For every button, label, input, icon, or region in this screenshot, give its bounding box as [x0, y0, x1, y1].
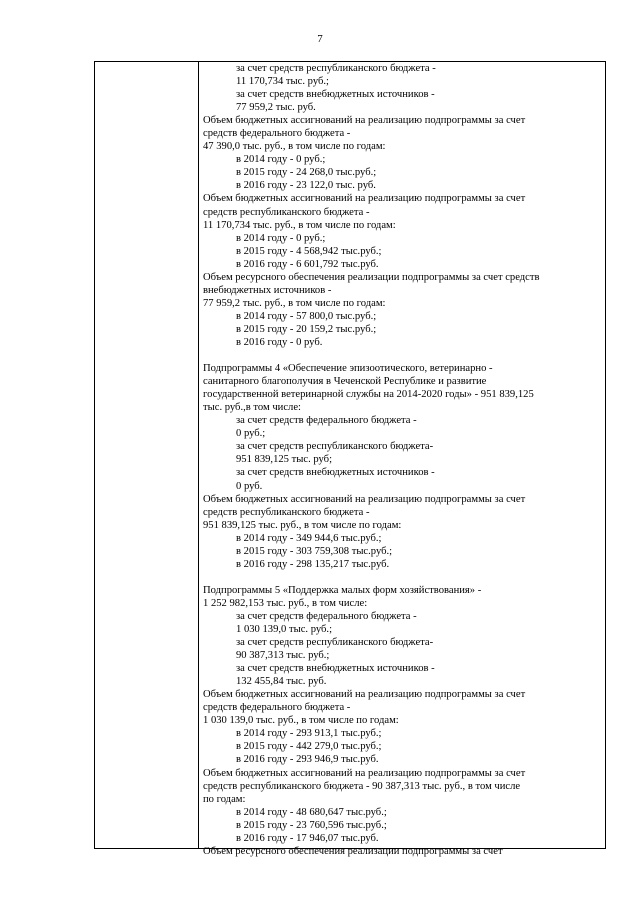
indented-text-line: в 2014 году - 48 680,647 тыс.руб.; — [236, 806, 387, 818]
text-line: Объем бюджетных ассигнований на реализацию подпрограммы за счет — [203, 193, 526, 205]
indented-text-line: за счет средств республиканского бюджета - — [236, 63, 436, 74]
indented-text-line: в 2016 году - 6 601,792 тыс.руб. — [236, 258, 379, 270]
indented-text-line: 90 387,313 тыс. руб.; — [236, 650, 330, 662]
indented-text-line: за счет средств федерального бюджета - — [236, 415, 417, 427]
table-content-cell — [203, 62, 605, 858]
indented-text-line: в 2014 году - 293 913,1 тыс.руб.; — [236, 728, 382, 740]
document-table — [94, 61, 606, 857]
indented-text-line: 0 руб.; — [236, 428, 266, 440]
indented-text-line: за счет средств внебюджетных источников - — [236, 467, 435, 479]
indented-text-line: в 2016 году - 0 руб. — [236, 336, 323, 348]
table-left-column — [95, 62, 199, 848]
text-line: санитарного благополучия в Чеченской Республике и развитие — [203, 376, 487, 388]
text-line: 1 252 982,153 тыс. руб., в том числе: — [203, 597, 368, 609]
blank-line — [203, 571, 605, 584]
text-line: по годам: — [203, 793, 246, 805]
indented-text-line: за счет средств федерального бюджета - — [236, 610, 417, 622]
text-line: внебюджетных источников - — [203, 284, 332, 296]
text-line: 11 170,734 тыс. руб., в том числе по годам: — [203, 219, 396, 231]
page-number: 7 — [317, 33, 323, 45]
indented-text-line: в 2015 году - 303 759,308 тыс.руб.; — [236, 545, 393, 557]
text-line: средств федерального бюджета - — [203, 128, 351, 140]
indented-text-line: 77 959,2 тыс. руб. — [236, 102, 316, 114]
text-line: средств федерального бюджета - — [203, 702, 351, 714]
text-line: Подпрограммы 4 «Обеспечение эпизоотического, ветеринарно - — [203, 363, 493, 375]
indented-text-line: в 2015 году - 23 760,596 тыс.руб.; — [236, 819, 387, 831]
text-line: 47 390,0 тыс. руб., в том числе по годам: — [203, 141, 386, 153]
indented-text-line: 0 руб. — [236, 480, 263, 492]
text-line: Объем ресурсного обеспечения реализации подпрограммы за счет средств — [203, 271, 540, 283]
text-line: Объем бюджетных ассигнований на реализацию подпрограммы за счет — [203, 493, 526, 505]
text-line: Подпрограммы 5 «Поддержка малых форм хозяйствования» - — [203, 584, 482, 596]
text-line: средств республиканского бюджета - 90 387,313 тыс. руб., в том числе — [203, 780, 521, 792]
indented-text-line: за счет средств республиканского бюджета- — [236, 637, 434, 649]
indented-text-line: в 2016 году - 298 135,217 тыс.руб. — [236, 558, 390, 570]
indented-text-line: в 2015 году - 442 279,0 тыс.руб.; — [236, 741, 382, 753]
indented-text-line: в 2014 году - 349 944,6 тыс.руб.; — [236, 532, 382, 544]
indented-text-line: в 2016 году - 23 122,0 тыс. руб. — [236, 180, 376, 192]
text-line: 77 959,2 тыс. руб., в том числе по годам: — [203, 297, 386, 309]
text-line: Объем бюджетных ассигнований на реализацию подпрограммы за счет — [203, 115, 526, 127]
indented-text-line: в 2015 году - 4 568,942 тыс.руб.; — [236, 245, 382, 257]
text-line: тыс. руб.,в том числе: — [203, 402, 301, 414]
text-line: средств республиканского бюджета - — [203, 506, 370, 518]
text-line: Объем бюджетных ассигнований на реализацию подпрограммы за счет — [203, 767, 526, 779]
text-line: государственной ветеринарной службы на 2014-2020 годы» - 951 839,125 — [203, 389, 534, 401]
indented-text-line: 11 170,734 тыс. руб.; — [236, 76, 329, 88]
indented-text-line: 951 839,125 тыс. руб; — [236, 454, 333, 466]
indented-text-line: 132 455,84 тыс. руб. — [236, 676, 327, 688]
text-line: 1 030 139,0 тыс. руб., в том числе по годам: — [203, 715, 399, 727]
indented-text-line: в 2016 году - 293 946,9 тыс.руб. — [236, 754, 379, 766]
indented-text-line: 1 030 139,0 тыс. руб.; — [236, 624, 333, 636]
blank-line — [203, 349, 605, 362]
indented-text-line: в 2016 году - 17 946,07 тыс.руб. — [236, 832, 379, 844]
indented-text-line: за счет средств внебюджетных источников - — [236, 663, 435, 675]
indented-text-line: в 2014 году - 57 800,0 тыс.руб.; — [236, 310, 377, 322]
text-line: 951 839,125 тыс. руб., в том числе по годам: — [203, 519, 402, 531]
indented-text-line: за счет средств внебюджетных источников - — [236, 89, 435, 101]
indented-text-line: в 2014 году - 0 руб.; — [236, 154, 326, 166]
text-line: Объем бюджетных ассигнований на реализацию подпрограммы за счет — [203, 689, 526, 701]
indented-text-line: в 2015 году - 24 268,0 тыс.руб.; — [236, 167, 377, 179]
indented-text-line: в 2015 году - 20 159,2 тыс.руб.; — [236, 323, 377, 335]
text-line: Объем ресурсного обеспечения реализации подпрограммы за счет — [203, 845, 503, 857]
indented-text-line: в 2014 году - 0 руб.; — [236, 232, 326, 244]
text-line: средств республиканского бюджета - — [203, 206, 370, 218]
indented-text-line: за счет средств республиканского бюджета- — [236, 441, 434, 453]
